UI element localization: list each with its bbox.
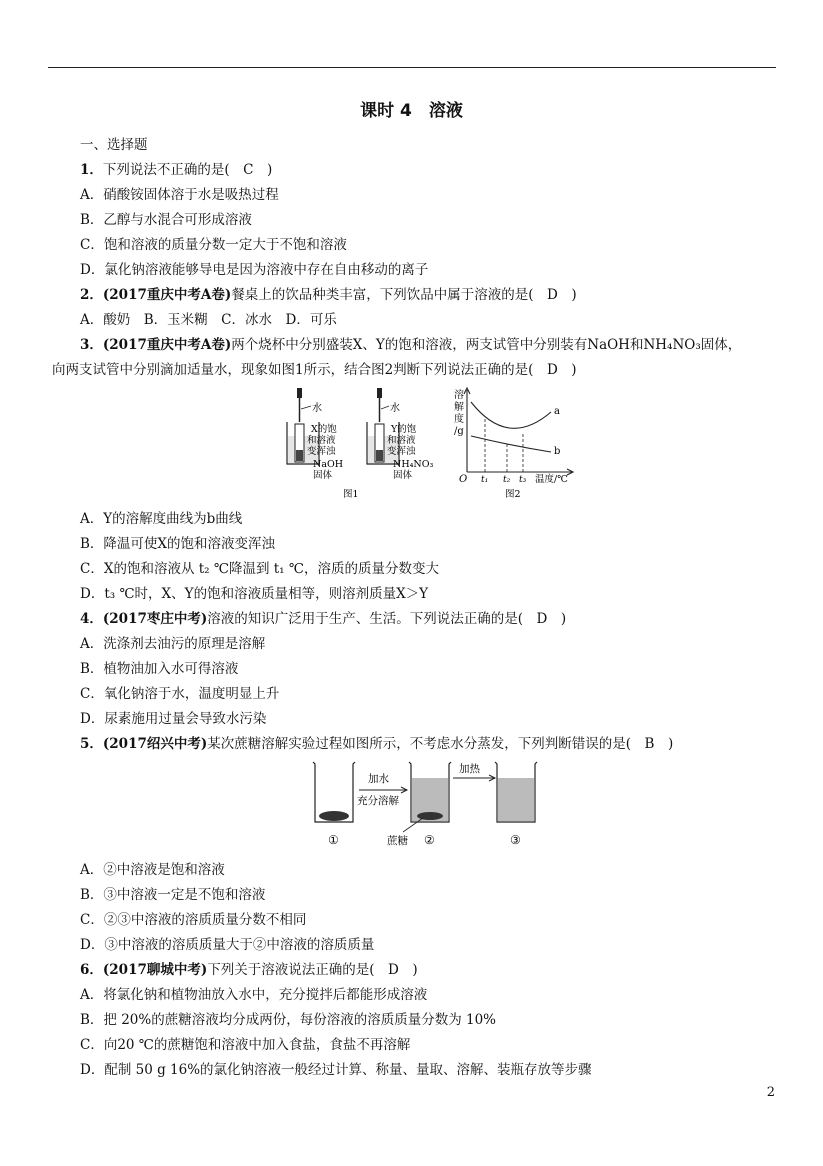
question-number: 6． (80, 962, 103, 978)
option: B．降温可使X的饱和溶液变浑浊 (80, 536, 276, 552)
curve-label: b (554, 446, 561, 457)
beaker-number: ③ (510, 833, 521, 847)
option: B．植物油加入水可得溶液 (80, 661, 239, 677)
fig-label: 水 (312, 403, 322, 414)
question-stem: 餐桌上的饮品种类丰富，下列饮品中属于溶液的是( D ) (231, 287, 577, 303)
page-title: 课时 4 溶液 (360, 101, 463, 121)
fig-label: 变浑浊 (387, 446, 416, 457)
figure-q5 (305, 758, 550, 850)
question-number: 4． (80, 611, 103, 627)
question-stem: 下列说法不正确的是( C ) (102, 162, 273, 178)
axis-label: /g (454, 426, 464, 437)
question-2 (80, 286, 577, 304)
beaker-icon (409, 762, 451, 822)
option: B．③中溶液一定是不饱和溶液 (80, 887, 266, 903)
question-source: (2017绍兴中考) (102, 736, 208, 752)
option: D．配制 50 g 16%的氯化钠溶液一般经过计算、称量、量取、溶解、装瓶存放等步骤 (80, 1062, 592, 1078)
beaker-number: ② (424, 833, 435, 847)
question-stem-continued: 向两支试管中分别滴加适量水，现象如图1所示，结合图2判断下列说法正确的是( D ) (52, 362, 577, 378)
option: C．向20 ℃的蔗糖饱和溶液中加入食盐，食盐不再溶解 (80, 1037, 411, 1053)
question-source: (2017重庆中考A卷) (102, 287, 232, 303)
question-source: (2017枣庄中考) (102, 611, 208, 627)
option: B．乙醇与水混合可形成溶液 (80, 212, 252, 228)
option: B．把 20%的蔗糖溶液均分成两份，每份溶液的溶质质量分数为 10% (80, 1012, 497, 1028)
question-3 (80, 336, 741, 354)
dropper-icon (377, 388, 382, 422)
question-6 (80, 961, 418, 979)
beaker-icon (313, 762, 355, 822)
section-heading: 一、选择题 (80, 137, 148, 153)
fig-label: 变浑浊 (307, 446, 336, 457)
option: C．②③中溶液的溶质质量分数不相同 (80, 912, 307, 928)
question-number: 2． (80, 287, 103, 303)
fig-caption: 图2 (505, 489, 521, 500)
axis-label: 度 (454, 414, 464, 425)
question-stem: 两个烧杯中分别盛装X、Y的饱和溶液，两支试管中分别装有NaOH和NH₄NO₃固体， (231, 337, 742, 353)
question-number: 5． (80, 736, 103, 752)
question-5 (80, 735, 673, 753)
option: C．X的饱和溶液从 t₂ ℃降温到 t₁ ℃，溶质的质量分数变大 (80, 561, 439, 577)
question-stem: 下列关于溶液说法正确的是( D ) (207, 962, 418, 978)
question-source: (2017聊城中考) (102, 962, 208, 978)
fig-label: NaOH (313, 459, 344, 470)
question-number: 3． (80, 337, 103, 353)
fig-label: Y的饱 (391, 424, 417, 435)
option: C．氧化钠溶于水，温度明显上升 (80, 686, 280, 702)
axis-origin: O (459, 474, 468, 485)
question-number: 1． (80, 162, 103, 178)
question-1 (80, 161, 272, 179)
beaker-icon (495, 762, 537, 822)
fig-label: 固体 (313, 470, 333, 481)
tick-label: t₃ (519, 475, 527, 485)
header-rule (48, 67, 776, 68)
step-label: 充分溶解 (357, 795, 399, 807)
option: A．硝酸铵固体溶于水是吸热过程 (80, 187, 279, 203)
dropper-icon (297, 388, 302, 422)
axis-label: 溶 (454, 390, 464, 401)
option: A．酸奶 B．玉米糊 C．冰水 D．可乐 (80, 312, 337, 328)
fig-label: 和溶液 (307, 435, 336, 446)
option: A．②中溶液是饱和溶液 (80, 862, 225, 878)
tick-label: t₂ (503, 475, 511, 485)
step-label: 加水 (368, 773, 389, 785)
fig-label: NH₄NO₃ (393, 459, 434, 470)
option: A．Y的溶解度曲线为b曲线 (80, 511, 243, 527)
option: A．将氯化钠和植物油放入水中，充分搅拌后都能形成溶液 (80, 987, 428, 1003)
option: A．洗涤剂去油污的原理是溶解 (80, 636, 266, 652)
fig-label: 固体 (393, 470, 413, 481)
page-number: 2 (766, 1085, 775, 1100)
tick-label: t₁ (481, 475, 489, 485)
figure-q3 (283, 384, 583, 504)
sugar-label: 蔗糖 (387, 835, 408, 847)
question-4 (80, 610, 566, 628)
question-source: (2017重庆中考A卷) (102, 337, 232, 353)
option: D．氯化钠溶液能够导电是因为溶液中存在自由移动的离子 (80, 262, 429, 278)
question-stem: 溶液的知识广泛用于生产、生活。下列说法正确的是( D ) (207, 611, 567, 627)
question-stem: 某次蔗糖溶解实验过程如图所示，不考虑水分蒸发，下列判断错误的是( B ) (207, 736, 674, 752)
curve-label: a (554, 406, 560, 417)
option: D．③中溶液的溶质质量大于②中溶液的溶质质量 (80, 937, 375, 953)
solubility-graph (464, 388, 573, 475)
option: D．t₃ ℃时，X、Y的饱和溶液质量相等，则溶剂质量X＞Y (80, 586, 429, 602)
fig-label: 和溶液 (387, 435, 416, 446)
fig-caption: 图1 (343, 489, 359, 500)
beaker-number: ① (328, 833, 339, 847)
step-label: 加热 (459, 763, 480, 775)
fig-label: 水 (390, 403, 400, 414)
axis-label: 温度/℃ (535, 474, 568, 485)
fig-label: X的饱 (311, 424, 337, 435)
axis-label: 解 (454, 402, 464, 413)
option: C．饱和溶液的质量分数一定大于不饱和溶液 (80, 237, 347, 253)
option: D．尿素施用过量会导致水污染 (80, 711, 267, 727)
